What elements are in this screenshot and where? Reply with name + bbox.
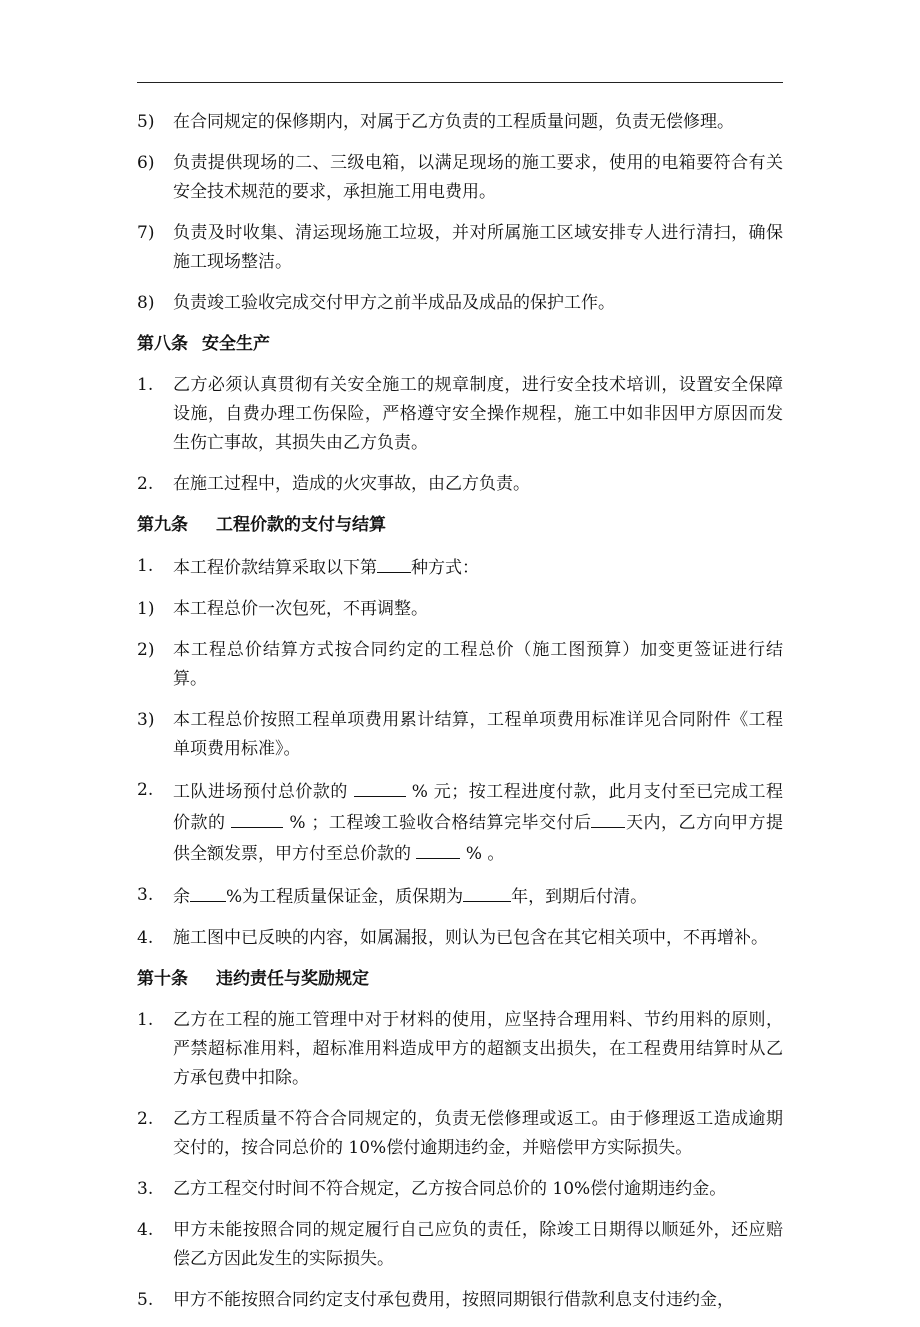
- fill-in-blank[interactable]: [377, 552, 411, 573]
- list-item: 5. 甲方不能按照合同约定支付承包费用，按照同期银行借款利息支付违约金，: [137, 1290, 734, 1310]
- list-item: 2. 工队进场预付总价款的 % 元；按工程进度付款，此月支付至已完成工程价款的 % ；工程竣工验收合格结算完毕交付后 天内，乙方向甲方提供全额发票，甲方付至总价款的 % 。: [137, 776, 783, 869]
- list-item: 1. 乙方在工程的施工管理中对于材料的使用，应坚持合理用料、节约用料的原则，严禁超标准用料，超标准用料造成甲方的超额支出损失，在工程费用结算时从乙方承包费中扣除。: [137, 1010, 783, 1088]
- list-item: 6) 负责提供现场的二、三级电箱，以满足现场的施工要求，使用的电箱要符合有关安全技术规范的要求，承担施工用电费用。: [137, 153, 783, 202]
- list-item: 8) 负责竣工验收完成交付甲方之前半成品及成品的保护工作。: [137, 293, 615, 313]
- list-item: 4. 甲方未能按照合同的规定履行自己应负的责任，除竣工日期得以顺延外，还应赔偿乙方因此发生的实际损失。: [137, 1220, 783, 1269]
- section-8-heading: 第八条 安全生产: [137, 334, 270, 354]
- list-item: 7) 负责及时收集、清运现场施工垃圾，并对所属施工区域安排专人进行清扫，确保施工现场整洁。: [137, 223, 783, 272]
- list-item: 4. 施工图中已反映的内容，如属漏报，则认为已包含在其它相关项中，不再增补。: [137, 928, 768, 948]
- fill-in-blank[interactable]: [416, 838, 460, 859]
- list-item: 5) 在合同规定的保修期内，对属于乙方负责的工程质量问题，负责无偿修理。: [137, 112, 734, 132]
- section-10-heading: 第十条 违约责任与奖励规定: [137, 969, 369, 989]
- header-rule: [137, 82, 783, 83]
- list-item: 3. 余 %为工程质量保证金，质保期为 年，到期后付清。: [137, 881, 783, 912]
- section-9-heading: 第九条 工程价款的支付与结算: [137, 515, 386, 535]
- document-body: [137, 108, 783, 1327]
- list-item: 2. 在施工过程中，造成的火灾事故，由乙方负责。: [137, 474, 530, 494]
- list-item: 3) 本工程总价按照工程单项费用累计结算，工程单项费用标准详见合同附件《工程单项费用标准》。: [137, 710, 783, 759]
- fill-in-blank[interactable]: [354, 776, 406, 797]
- list-item: 1. 乙方必须认真贯彻有关安全施工的规章制度，进行安全技术培训，设置安全保障设施，自费办理工伤保险，严格遵守安全操作规程，施工中如非因甲方原因而发生伤亡事故，其损失由乙方负责。: [137, 375, 783, 453]
- list-item: 3. 乙方工程交付时间不符合规定，乙方按合同总价的 10%偿付逾期违约金。: [137, 1179, 727, 1199]
- fill-in-blank[interactable]: [463, 881, 511, 902]
- fill-in-blank[interactable]: [591, 807, 625, 828]
- fill-in-blank[interactable]: [231, 807, 283, 828]
- fill-in-blank[interactable]: [190, 881, 226, 902]
- list-item: 2. 乙方工程质量不符合合同规定的，负责无偿修理或返工。由于修理返工造成逾期交付的，按合同总价的 10%偿付逾期违约金，并赔偿甲方实际损失。: [137, 1109, 783, 1158]
- list-item: 2) 本工程总价结算方式按合同约定的工程总价（施工图预算）加变更签证进行结算。: [137, 640, 783, 689]
- list-item: 1) 本工程总价一次包死，不再调整。: [137, 599, 428, 619]
- list-item: 1. 本工程价款结算采取以下第 种方式：: [137, 552, 783, 583]
